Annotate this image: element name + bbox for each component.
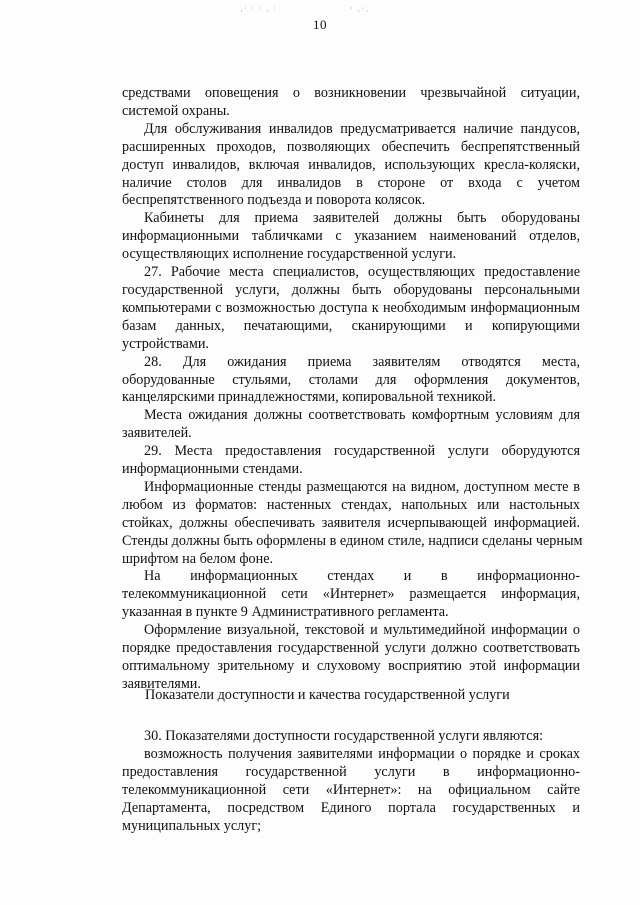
page-number: 10	[313, 17, 327, 32]
text-line: Стенды должны быть оформлены в едином стиле, надписи сделаны черным	[122, 532, 583, 549]
paragraph	[122, 622, 580, 694]
text-line: средствами оповещения о возникновении чрезвычайной ситуации,	[122, 85, 580, 101]
text-line: 29. Места предоставления государственной услуги оборудуются	[144, 443, 580, 460]
text-line: базам данных, печатающими, сканирующими и копирующими	[122, 317, 580, 334]
paragraph	[122, 746, 580, 836]
text-line: порядке предоставления государственной услуги должно соответствовать	[122, 640, 580, 657]
text-line: заявителями.	[122, 675, 201, 692]
section-body	[122, 728, 580, 835]
text-line: компьютерами с возможностью доступа к необходимым информационным	[122, 299, 580, 316]
text-line: Места ожидания должны соответствовать комфортным условиям для	[144, 407, 580, 424]
section-heading: Показатели доступности и качества государственной услуги	[145, 687, 510, 703]
paragraph	[122, 264, 580, 354]
text-line: оптимальному зрительному и слуховому восприятию этой информации	[122, 658, 580, 674]
text-line: 30. Показателями доступности государственной услуги являются:	[144, 728, 544, 744]
text-line: канцелярскими принадлежностями, копировальной техникой.	[122, 389, 497, 406]
text-line: муниципальных услуг;	[122, 817, 262, 834]
text-line: информационными табличками с указанием наименований отделов,	[122, 228, 580, 245]
text-line: стойках, должны обеспечивать заявителя исчерпывающей информацией.	[122, 514, 580, 531]
text-line: наличие столов для инвалидов в стороне от входа с учетом	[122, 174, 580, 191]
text-line: телекоммуникационной сети «Интернет» размещается информация,	[122, 586, 580, 603]
text-line: Оформление визуальной, текстовой и мультимедийной информации о	[144, 622, 580, 639]
text-line: государственной услуги, должны быть оборудованы персональными	[122, 281, 580, 298]
body-text	[122, 85, 583, 694]
text-line: возможность получения заявителями информации о порядке и сроках	[144, 745, 580, 762]
text-line: любом из форматов: настенных стендах, напольных или настольных	[122, 496, 580, 513]
text-line: осуществляющих исполнение государственной услуги.	[122, 246, 457, 263]
text-line: На информационных стендах и в информационно-	[144, 568, 580, 585]
text-line: 28. Для ожидания приема заявителям отводятся места,	[144, 353, 580, 370]
text-line: заявителей.	[122, 425, 192, 442]
text-line: указанная в пункте 9 Административного регламента.	[122, 604, 449, 621]
paragraph	[122, 407, 580, 443]
paragraph	[122, 568, 580, 622]
text-line: беспрепятственного подъезда и поворота колясок.	[122, 192, 426, 209]
text-line: 27. Рабочие места специалистов, осуществляющих предоставление	[144, 264, 580, 281]
text-line: Департамента, посредством Единого портала государственных и	[122, 799, 580, 816]
text-line: устройствами.	[122, 335, 209, 352]
text-line: предоставления государственной услуги в информационно-	[122, 763, 580, 780]
text-line: Для обслуживания инвалидов предусматривается наличие пандусов,	[144, 120, 580, 137]
scan-artifact: ·˙ ˙ ˙ · ˙	[240, 6, 277, 16]
paragraph	[122, 354, 580, 408]
text-line: телекоммуникационной сети «Интернет»: на официальном сайте	[122, 781, 580, 798]
text-line: оборудованные стульями, столами для оформления документов,	[122, 371, 580, 388]
text-line: доступ инвалидов, включая инвалидов, использующих кресла-коляски,	[122, 156, 580, 173]
paragraph	[122, 478, 583, 569]
scan-artifact: ˙ ·˙·	[350, 6, 370, 16]
paragraph	[122, 121, 580, 211]
text-line: шрифтом на белом фоне.	[122, 550, 274, 567]
paragraph	[122, 443, 580, 479]
text-line: расширенных проходов, позволяющих обеспечить беспрепятственный	[122, 138, 580, 155]
text-line: Кабинеты для приема заявителей должны быть оборудованы	[144, 210, 580, 227]
paragraph	[122, 728, 580, 746]
paragraph	[122, 85, 580, 121]
text-line: Информационные стенды размещаются на видном, доступном месте в	[144, 478, 580, 495]
paragraph	[122, 210, 580, 264]
text-line: системой охраны.	[122, 102, 230, 119]
text-line: информационными стендами.	[122, 461, 303, 478]
